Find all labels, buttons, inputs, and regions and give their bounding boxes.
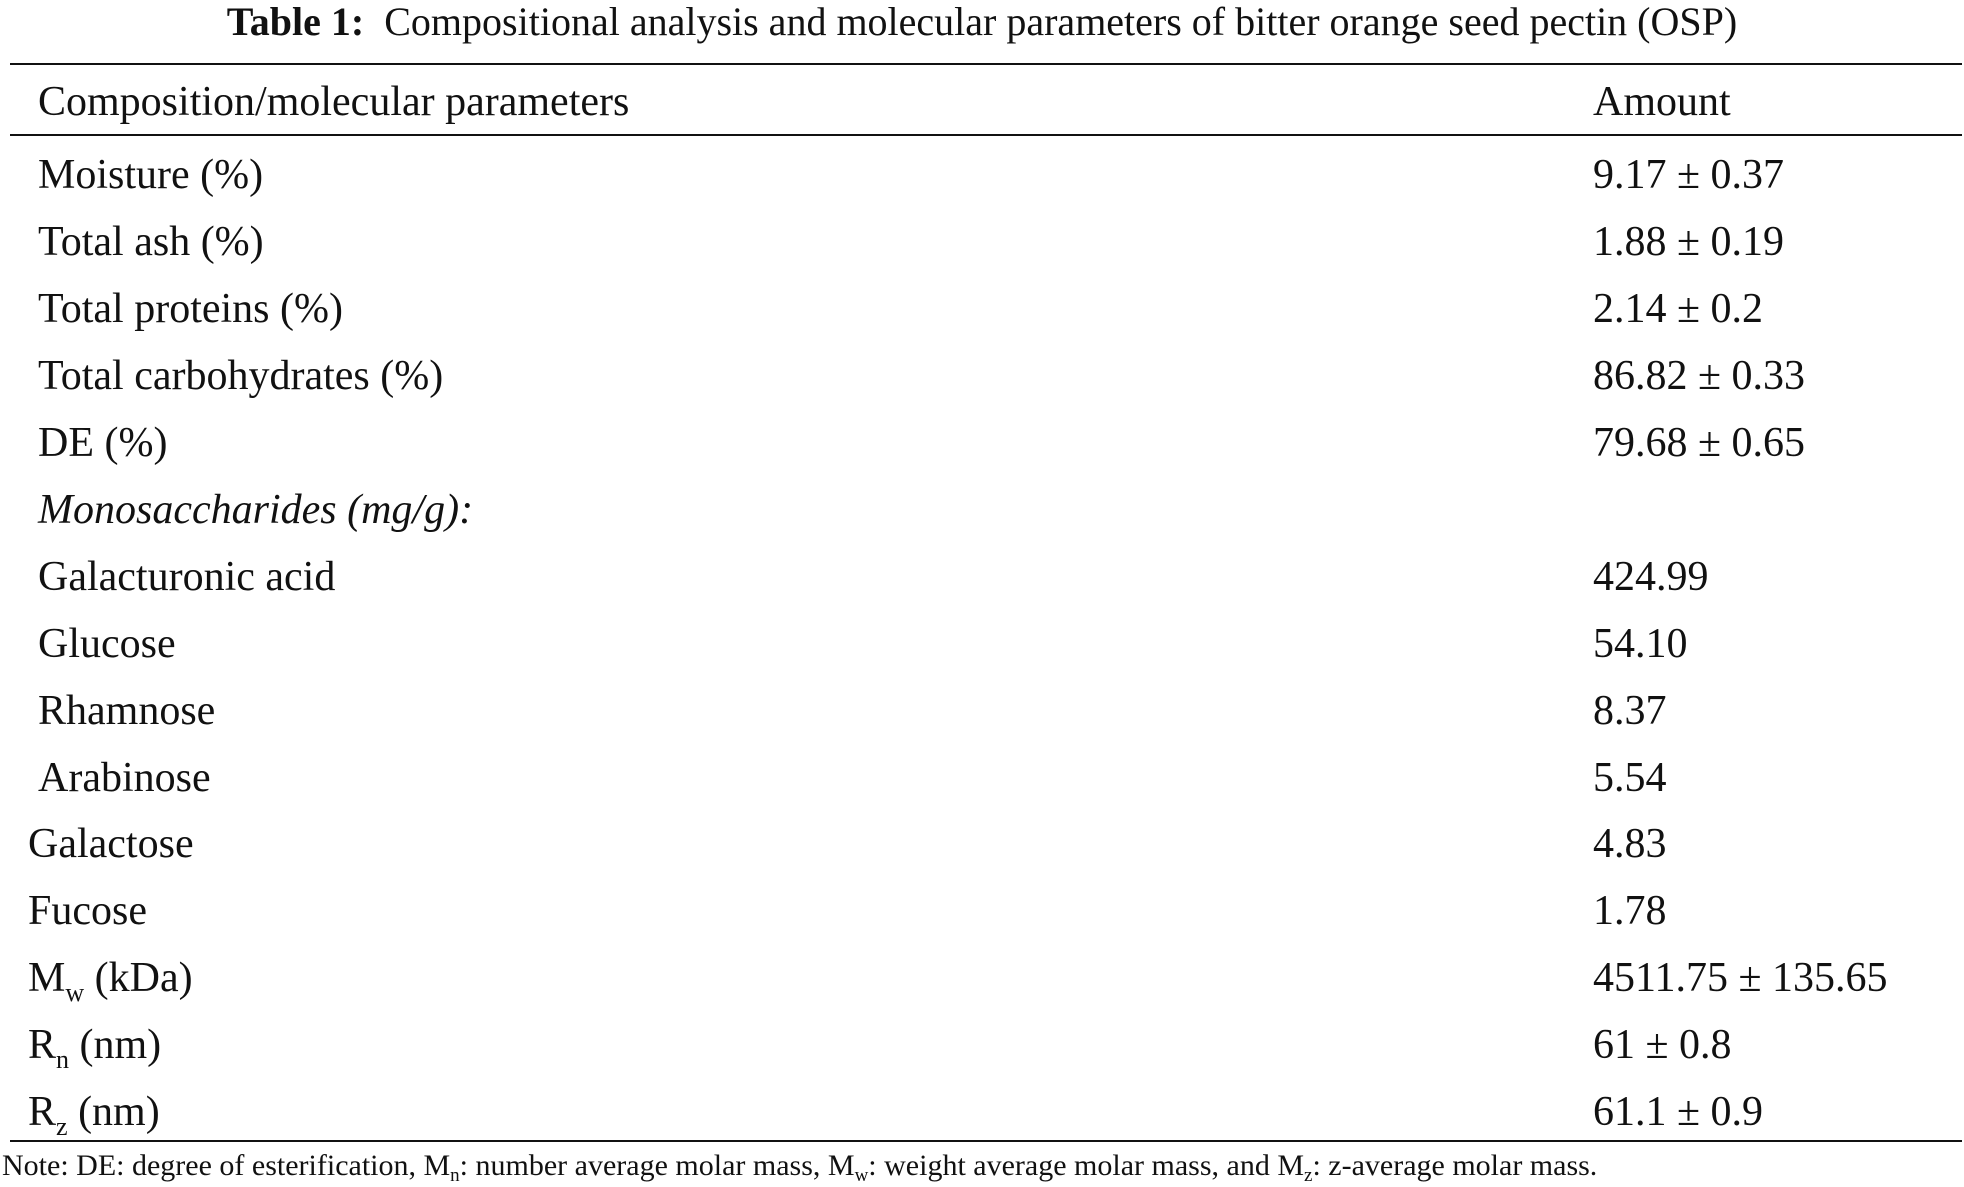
table-row	[0, 1012, 1964, 1079]
row-amount: 1.78	[1593, 888, 1667, 934]
table-label: Table 1:	[226, 0, 365, 44]
note-text: : z-average molar mass.	[1312, 1149, 1598, 1182]
table-row	[0, 745, 1964, 812]
row-amount: 1.88 ± 0.19	[1593, 219, 1785, 265]
row-name: Galactose	[28, 821, 194, 867]
row-name: Total proteins (%)	[38, 286, 343, 332]
table-row	[0, 544, 1964, 611]
symbol-unit: (kDa)	[84, 955, 193, 1001]
row-name: Galacturonic acid	[38, 554, 336, 600]
row-amount: 8.37	[1593, 688, 1667, 734]
row-name	[28, 1079, 160, 1146]
table-row	[0, 878, 1964, 945]
table-row	[0, 811, 1964, 878]
note-text: : weight average molar mass, and M	[868, 1149, 1304, 1182]
note-text: Note: DE: degree of esterification, M	[2, 1149, 451, 1182]
row-name: Glucose	[38, 621, 176, 667]
row-name: Fucose	[28, 888, 147, 934]
table-row	[0, 209, 1964, 276]
symbol-subscript: w	[65, 978, 85, 1007]
table-row	[0, 142, 1964, 209]
row-name: Rhamnose	[38, 688, 216, 734]
table-row	[0, 945, 1964, 1012]
row-amount: 4.83	[1593, 821, 1667, 867]
row-name	[28, 945, 193, 1012]
note-subscript: z	[1304, 1165, 1313, 1186]
header-rule	[10, 134, 1962, 136]
row-name: Moisture (%)	[38, 152, 264, 198]
row-name: Arabinose	[38, 755, 211, 801]
row-name: DE (%)	[38, 420, 168, 466]
top-rule	[10, 63, 1962, 65]
row-amount: 2.14 ± 0.2	[1593, 286, 1764, 332]
row-name	[28, 1012, 161, 1079]
table-row	[0, 678, 1964, 745]
row-amount: 86.82 ± 0.33	[1593, 353, 1806, 399]
row-amount: 79.68 ± 0.65	[1593, 420, 1806, 466]
row-amount: 61.1 ± 0.9	[1593, 1089, 1764, 1135]
symbol-unit: (nm)	[67, 1089, 160, 1135]
symbol-subscript: n	[56, 1045, 70, 1074]
symbol-main: M	[28, 955, 66, 1001]
table-header	[0, 72, 1964, 132]
table-row	[0, 1079, 1964, 1146]
header-parameter: Composition/molecular parameters	[38, 79, 630, 125]
table-row	[0, 611, 1964, 678]
row-amount: 5.54	[1593, 755, 1667, 801]
section-row-monosaccharides	[0, 477, 1964, 544]
header-amount: Amount	[1593, 79, 1731, 125]
table-note	[2, 1148, 1597, 1184]
note-subscript: w	[854, 1165, 869, 1186]
row-amount: 9.17 ± 0.37	[1593, 152, 1785, 198]
row-amount: 4511.75 ± 135.65	[1593, 955, 1888, 1001]
bottom-rule	[10, 1140, 1962, 1142]
note-subscript: n	[450, 1165, 460, 1186]
symbol-subscript: z	[56, 1112, 68, 1141]
table-row	[0, 276, 1964, 343]
table-title: Compositional analysis and molecular parameters of bitter orange seed pectin (OSP)	[384, 0, 1738, 44]
symbol-unit: (nm)	[69, 1022, 162, 1068]
row-name: Total carbohydrates (%)	[38, 353, 444, 399]
note-text: : number average molar mass, M	[459, 1149, 855, 1182]
row-amount: 61 ± 0.8	[1593, 1022, 1732, 1068]
row-name: Total ash (%)	[38, 219, 264, 265]
section-label: Monosaccharides (mg/g):	[38, 487, 474, 533]
table-caption	[0, 0, 1964, 44]
row-amount: 54.10	[1593, 621, 1688, 667]
symbol-main: R	[28, 1022, 57, 1068]
table-row	[0, 343, 1964, 410]
table-row	[0, 410, 1964, 477]
symbol-main: R	[28, 1089, 57, 1135]
row-amount: 424.99	[1593, 554, 1709, 600]
